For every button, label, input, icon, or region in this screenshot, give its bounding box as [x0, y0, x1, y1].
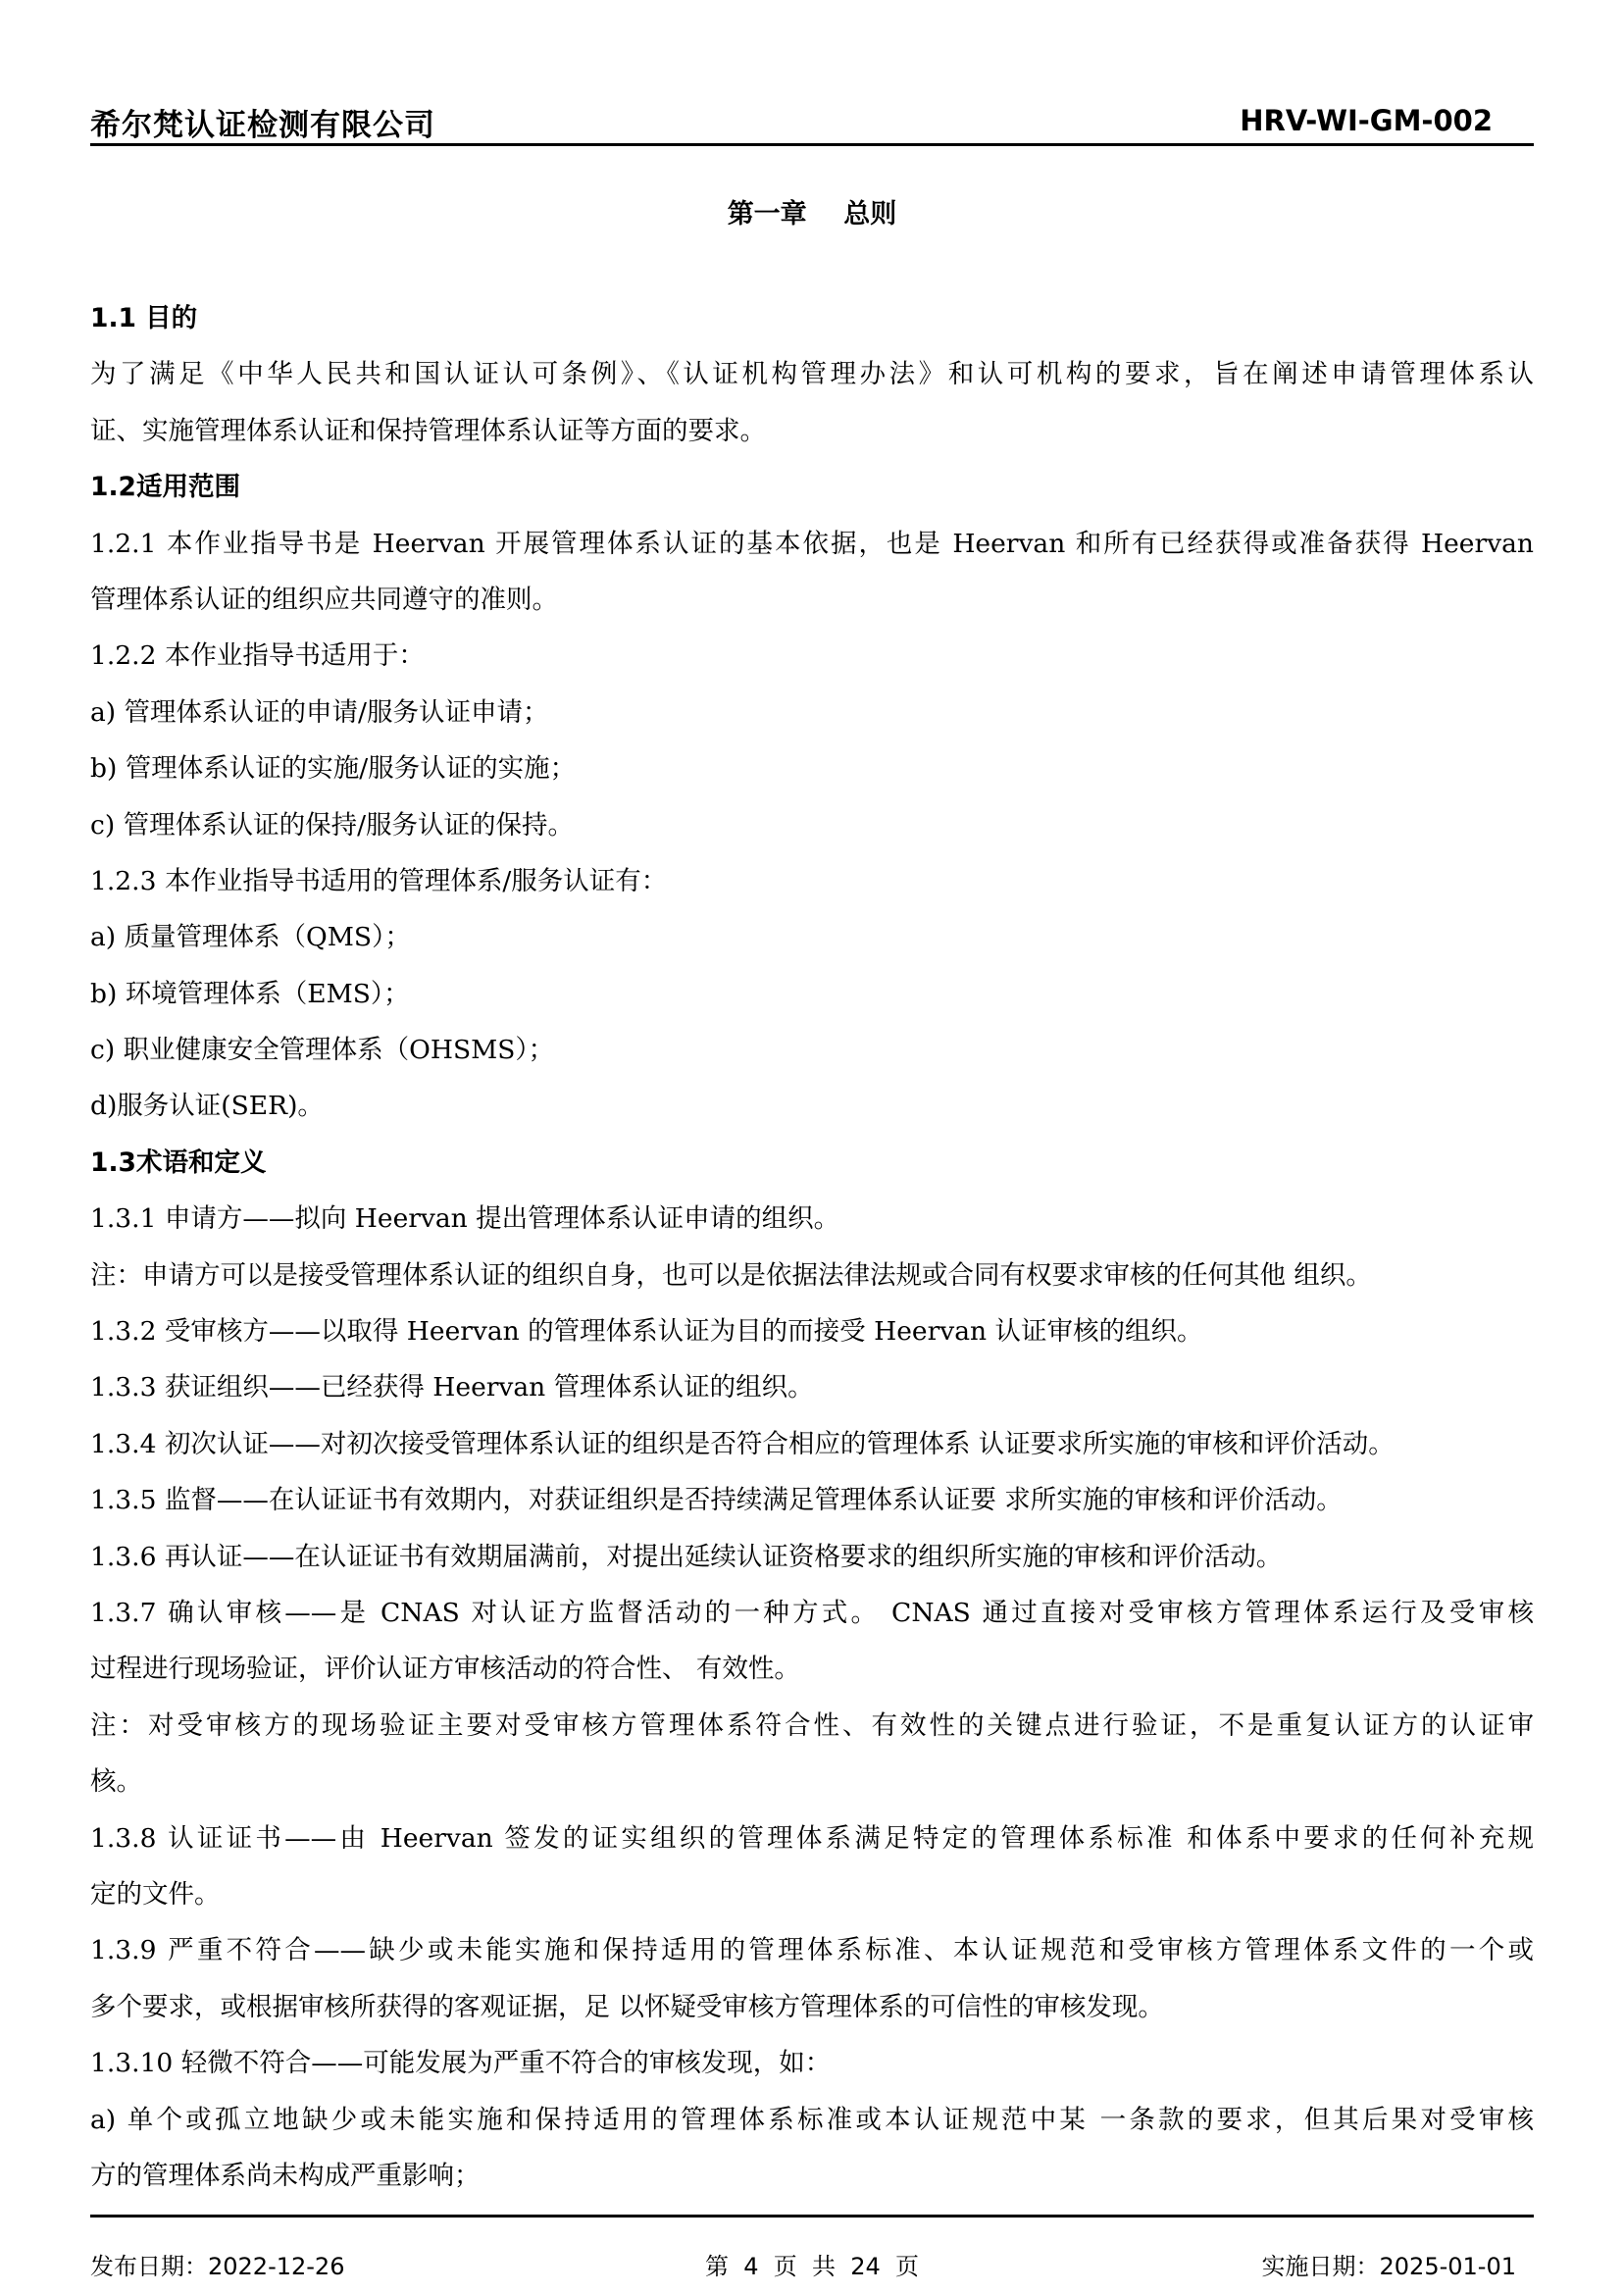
text-line: 多个要求，或根据审核所获得的客观证据，足 以怀疑受审核方管理体系的可信性的审核发现。 [90, 1991, 1164, 2022]
text-line: 1.3.4 初次认证——对初次接受管理体系认证的组织是否符合相应的管理体系 认证要求所实施的审核和评价活动。 [90, 1428, 1395, 1459]
text-line: c) 职业健康安全管理体系（OHSMS）； [90, 1035, 555, 1066]
section-heading: 1.2适用范围 [90, 472, 240, 503]
text-line: 证、实施管理体系认证和保持管理体系认证等方面的要求。 [90, 415, 766, 446]
document-body [90, 290, 1534, 2204]
text-line: 1.3.10 轻微不符合——可能发展为严重不符合的审核发现，如： [90, 2048, 832, 2079]
text-line: 1.2.1 本作业指导书是 Heervan 开展管理体系认证的基本依据，也是 Heervan 和所有已经获得或准备获得 Heervan [90, 528, 1534, 559]
text-line: a) 管理体系认证的申请/服务认证申请； [90, 696, 549, 728]
text-line: b) 管理体系认证的实施/服务认证的实施； [90, 753, 577, 785]
section-heading: 1.1 目的 [90, 303, 198, 333]
text-line: b) 环境管理体系（EMS）； [90, 978, 410, 1009]
text-line: a) 质量管理体系（QMS）； [90, 922, 411, 953]
text-line: 管理体系认证的组织应共同遵守的准则。 [90, 584, 558, 615]
text-line: 过程进行现场验证，评价认证方审核活动的符合性、 有效性。 [90, 1654, 800, 1685]
text-line: 注：对受审核方的现场验证主要对受审核方管理体系符合性、有效性的关键点进行验证，不是重复认证方的认证审 [90, 1709, 1534, 1741]
text-line: 1.3.5 监督——在认证证书有效期内，对获证组织是否持续满足管理体系认证要 求所实施的审核和评价活动。 [90, 1485, 1343, 1516]
text-line: c) 管理体系认证的保持/服务认证的保持。 [90, 809, 575, 841]
document-number: HRV-WI-GM-002 [1240, 104, 1493, 137]
page-header [90, 94, 1534, 146]
text-line: 1.3.8 认证证书——由 Heervan 签发的证实组织的管理体系满足特定的管理体系标准 和体系中要求的任何补充规 [90, 1822, 1534, 1854]
text-line: a) 单个或孤立地缺少或未能实施和保持适用的管理体系标准或本认证规范中某 一条款的要求，但其后果对受审核 [90, 2104, 1534, 2135]
text-line: 1.3.2 受审核方——以取得 Heervan 的管理体系认证为目的而接受 Heervan 认证审核的组织。 [90, 1316, 1203, 1348]
chapter-title: 第一章 总则 [727, 199, 897, 229]
text-line: 1.3.1 申请方——拟向 Heervan 提出管理体系认证申请的组织。 [90, 1203, 840, 1235]
text-line: 为了满足《中华人民共和国认证认可条例》、《认证机构管理办法》和认可机构的要求，旨在阐述申请管理体系认 [90, 359, 1534, 390]
text-line: 1.3.3 获证组织——已经获得 Heervan 管理体系认证的组织。 [90, 1372, 814, 1403]
page-footer [90, 2215, 1534, 2280]
section-heading: 1.3术语和定义 [90, 1147, 267, 1178]
text-line: d)服务认证(SER)。 [90, 1091, 324, 1122]
text-line: 1.2.3 本作业指导书适用的管理体系/服务认证有： [90, 865, 668, 896]
effective-date: 实施日期：2025-01-01 [1261, 2253, 1516, 2280]
company-name: 希尔梵认证检测有限公司 [90, 108, 435, 143]
text-line: 定的文件。 [90, 1878, 221, 1910]
text-line: 1.2.2 本作业指导书适用于： [90, 640, 425, 672]
text-line: 注：申请方可以是接受管理体系认证的组织自身，也可以是依据法律法规或合同有权要求审核的任何其他 组织。 [90, 1259, 1372, 1291]
page-number: 第 4 页 共 24 页 [704, 2253, 920, 2280]
text-line: 1.3.7 确认审核——是 CNAS 对认证方监督活动的一种方式。 CNAS 通过直接对受审核方管理体系运行及受审核 [90, 1597, 1534, 1628]
publish-date: 发布日期：2022-12-26 [90, 2253, 345, 2280]
text-line: 核。 [90, 1766, 142, 1798]
text-line: 方的管理体系尚未构成严重影响； [90, 2160, 481, 2191]
text-line: 1.3.9 严重不符合——缺少或未能实施和保持适用的管理体系标准、本认证规范和受审核方管理体系文件的一个或 [90, 1935, 1534, 1966]
text-line: 1.3.6 再认证——在认证证书有效期届满前，对提出延续认证资格要求的组织所实施的审核和评价活动。 [90, 1541, 1283, 1572]
